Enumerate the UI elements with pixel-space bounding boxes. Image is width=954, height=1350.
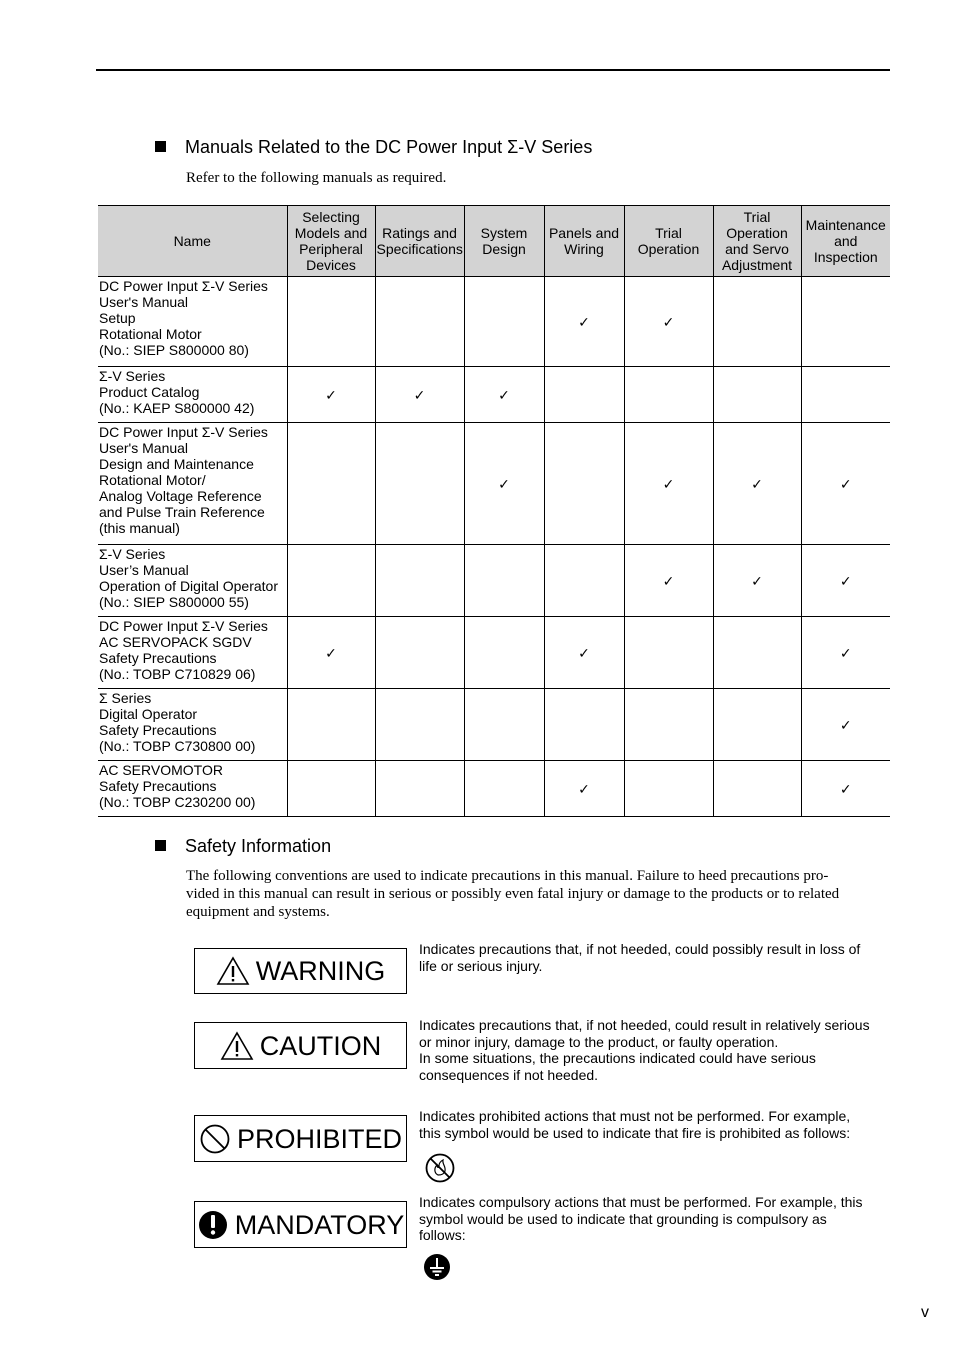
table-row: [98, 423, 890, 545]
prohibited-label: PROHIBITED: [236, 1123, 403, 1154]
caution-description: Indicates precautions that, if not heeded, could result in relatively serious or minor injury, damage to the product, or faulty operation. In some situations, the precautions indicated could have serious consequences if not heeded.: [419, 1017, 870, 1083]
warning-triangle-icon: [220, 1031, 254, 1061]
check-mark-icon: ✓: [751, 475, 763, 492]
mandatory-signal-box: [194, 1201, 407, 1248]
check-mark-icon: ✓: [662, 572, 675, 589]
table-row: [98, 689, 890, 761]
top-rule: [96, 69, 890, 71]
check-cell: [464, 545, 544, 617]
check-cell: [624, 545, 713, 617]
check-cell: [544, 689, 624, 761]
manuals-table-body: [98, 277, 890, 817]
check-cell: [624, 689, 713, 761]
check-cell: [375, 545, 464, 617]
manual-name-line: Safety Precautions: [99, 722, 217, 738]
check-cell: [464, 617, 544, 689]
manual-name-line: (No.: TOBP C230200 00): [99, 794, 256, 810]
check-cell: [287, 617, 375, 689]
check-mark-icon: ✓: [325, 644, 337, 661]
manual-name-line: (No.: TOBP C710829 06): [99, 666, 256, 682]
manual-name-line: DC Power Input Σ-V Series: [99, 424, 268, 440]
manual-name-cell: [98, 367, 287, 423]
check-cell: [801, 545, 890, 617]
manual-name-cell: [98, 423, 287, 545]
check-cell: [801, 423, 890, 545]
check-mark-icon: ✓: [498, 386, 510, 403]
check-mark-icon: ✓: [578, 644, 590, 661]
manual-name-line: Rotational Motor: [99, 326, 202, 342]
manual-name-line: Σ Series: [99, 690, 152, 706]
check-cell: [624, 423, 713, 545]
check-cell: [375, 277, 464, 367]
check-cell: [464, 423, 544, 545]
column-header: Selecting Models and Peripheral Devices: [287, 206, 375, 277]
table-row: [98, 761, 890, 817]
check-cell: [544, 423, 624, 545]
check-mark-icon: ✓: [839, 716, 852, 733]
column-header: Trial Operation and Servo Adjustment: [713, 206, 801, 277]
caution-signal-box: [194, 1022, 407, 1069]
safety-heading: Safety Information: [155, 835, 331, 857]
check-cell: [544, 277, 624, 367]
page-number: v: [921, 1304, 929, 1321]
manual-name-line: (this manual): [99, 520, 180, 536]
safety-intro: The following conventions are used to indicate precautions in this manual. Failure to heed precautions pro- vided in this manual can result in serious or possibly even fatal injury or damage to the products or to related equipment and systems.: [186, 868, 840, 920]
manual-name-line: Design and Maintenance: [99, 456, 254, 472]
manual-name-cell: [98, 617, 287, 689]
table-header-row: [98, 206, 890, 277]
mandatory-description: Indicates compulsory actions that must be performed. For example, this symbol would be used to indicate that grounding is compulsory as follows:: [419, 1194, 863, 1243]
check-cell: [713, 545, 801, 617]
check-cell: [544, 617, 624, 689]
check-cell: [801, 617, 890, 689]
column-header: System Design: [464, 206, 544, 277]
check-cell: [287, 689, 375, 761]
manual-name-line: (No.: SIEP S800000 80): [99, 342, 249, 358]
warning-label: WARNING: [255, 956, 386, 986]
manual-name-line: DC Power Input Σ-V Series: [99, 278, 268, 294]
check-cell: [464, 277, 544, 367]
check-cell: [375, 761, 464, 817]
check-cell: [464, 761, 544, 817]
manual-name-line: Analog Voltage Reference: [99, 488, 262, 504]
manual-name-cell: [98, 277, 287, 367]
table-row: [98, 617, 890, 689]
manual-name-line: Safety Precautions: [99, 650, 217, 666]
manual-name-line: (No.: TOBP C730800 00): [99, 738, 256, 754]
check-cell: [287, 277, 375, 367]
check-mark-icon: ✓: [839, 780, 852, 797]
check-cell: [713, 367, 801, 423]
table-row: [98, 277, 890, 367]
prohibited-circle-icon: [199, 1123, 231, 1155]
manual-name-line: (No.: KAEP S800000 42): [99, 400, 255, 416]
check-cell: [375, 617, 464, 689]
check-cell: [287, 761, 375, 817]
manual-name-line: AC SERVOMOTOR: [99, 762, 223, 778]
square-bullet-icon: [155, 840, 166, 851]
manual-name-line: Rotational Motor/: [99, 472, 206, 488]
column-header: Name: [98, 206, 287, 277]
column-header: Maintenance and Inspection: [801, 206, 890, 277]
check-cell: [624, 367, 713, 423]
manual-name-line: Setup: [99, 310, 136, 326]
check-cell: [801, 367, 890, 423]
warning-triangle-icon: [216, 956, 250, 986]
check-cell: [713, 689, 801, 761]
manual-name-line: User's Manual: [99, 440, 189, 456]
check-cell: [464, 689, 544, 761]
manuals-intro: Refer to the following manuals as required.: [186, 170, 447, 186]
check-mark-icon: ✓: [498, 475, 510, 492]
check-mark-icon: ✓: [662, 313, 675, 330]
manual-name-line: Σ-V Series: [99, 546, 166, 562]
exclamation-circle-icon: [197, 1209, 229, 1241]
prohibited-description: Indicates prohibited actions that must not be performed. For example, this symbol would be used to indicate that fire is prohibited as follows:: [419, 1108, 851, 1141]
no-fire-icon: [424, 1152, 456, 1184]
check-cell: [464, 367, 544, 423]
caution-label: CAUTION: [259, 1030, 382, 1061]
check-cell: [713, 423, 801, 545]
manual-name-line: Digital Operator: [99, 706, 198, 722]
grounding-icon: [423, 1253, 451, 1281]
manual-name-line: AC SERVOPACK SGDV: [99, 634, 252, 650]
manuals-heading: Manuals Related to the DC Power Input Σ-V Series: [155, 136, 592, 158]
warning-description: Indicates precautions that, if not heeded, could possibly result in loss of life or serious injury.: [419, 941, 861, 974]
check-mark-icon: ✓: [839, 572, 852, 589]
square-bullet-icon: [155, 141, 166, 152]
check-mark-icon: ✓: [751, 572, 763, 589]
manuals-table: [98, 205, 890, 817]
manual-name-cell: [98, 689, 287, 761]
check-cell: [544, 545, 624, 617]
check-mark-icon: ✓: [325, 386, 337, 403]
check-mark-icon: ✓: [662, 475, 675, 492]
check-cell: [801, 761, 890, 817]
check-mark-icon: ✓: [578, 313, 590, 330]
manual-name-line: User’s Manual: [99, 562, 189, 578]
manual-name-line: Product Catalog: [99, 384, 200, 400]
column-header: Ratings and Specifications: [375, 206, 464, 277]
check-cell: [287, 367, 375, 423]
manual-name-line: Σ-V Series: [99, 368, 166, 384]
manual-name-line: and Pulse Train Reference: [99, 504, 265, 520]
check-mark-icon: ✓: [413, 386, 426, 403]
check-mark-icon: ✓: [839, 644, 852, 661]
check-cell: [624, 277, 713, 367]
check-cell: [713, 761, 801, 817]
manual-name-line: (No.: SIEP S800000 55): [99, 594, 249, 610]
check-cell: [544, 367, 624, 423]
check-cell: [287, 423, 375, 545]
manual-name-line: DC Power Input Σ-V Series: [99, 618, 268, 634]
check-cell: [375, 423, 464, 545]
check-cell: [375, 689, 464, 761]
check-cell: [713, 617, 801, 689]
check-cell: [801, 689, 890, 761]
manual-name-line: Safety Precautions: [99, 778, 217, 794]
check-cell: [624, 761, 713, 817]
prohibited-signal-box: [194, 1115, 407, 1162]
manual-name-line: User's Manual: [99, 294, 189, 310]
check-cell: [287, 545, 375, 617]
manual-name-cell: [98, 545, 287, 617]
check-cell: [713, 277, 801, 367]
check-cell: [624, 617, 713, 689]
column-header: Panels and Wiring: [544, 206, 624, 277]
table-row: [98, 367, 890, 423]
mandatory-label: MANDATORY: [234, 1209, 405, 1240]
warning-signal-box: [194, 948, 407, 994]
column-header: Trial Operation: [624, 206, 713, 277]
check-cell: [375, 367, 464, 423]
check-cell: [544, 761, 624, 817]
check-mark-icon: ✓: [578, 780, 590, 797]
table-row: [98, 545, 890, 617]
check-cell: [801, 277, 890, 367]
manual-name-line: Operation of Digital Operator: [99, 578, 278, 594]
manual-name-cell: [98, 761, 287, 817]
check-mark-icon: ✓: [839, 475, 852, 492]
